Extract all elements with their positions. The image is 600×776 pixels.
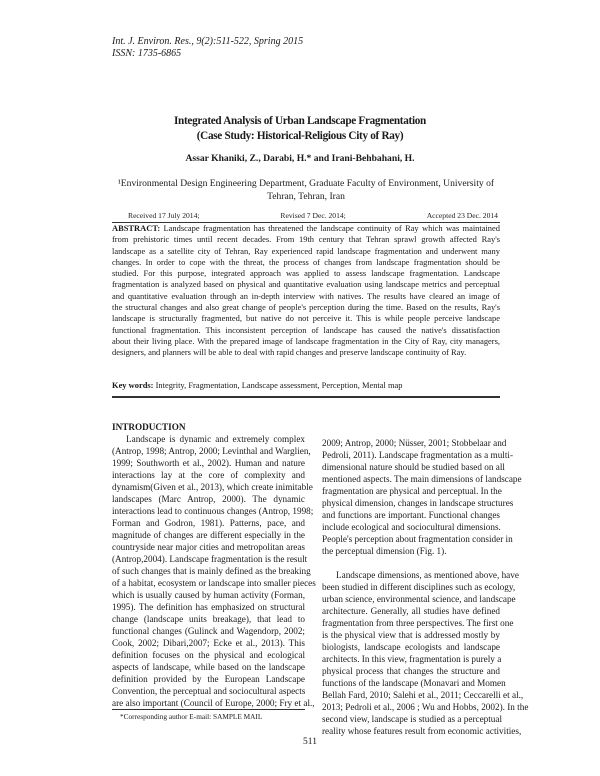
paper-title bbox=[100, 114, 500, 144]
received-date: Received 17 July 2014; bbox=[128, 211, 200, 220]
abstract-text: Landscape fragmentation has threatened the landscape continuity of Ray which was maintained bbox=[160, 223, 500, 233]
body-line: definition focuses on the physical and ecological bbox=[112, 650, 305, 660]
body-line: countryside near major cities and metropolitan areas bbox=[112, 542, 305, 552]
body-line: interactions lead to continuous changes (Antrop, 1998; bbox=[112, 506, 314, 516]
body-line: landscapes (Marc Antrop, 2000). The dynamic bbox=[112, 494, 305, 504]
journal-header bbox=[112, 36, 303, 59]
body-line: include ecological and sociocultural dimensions. bbox=[322, 522, 501, 532]
body-line: Bellah Fard, 2010; Salehi et al., 2011; Ceccarelli et al., bbox=[322, 690, 524, 700]
body-line: interactions lay at the core of complexity and bbox=[112, 470, 305, 480]
authors: Assar Khaniki, Z., Darabi, H.* and Irani-Behbahani, H. bbox=[185, 153, 415, 164]
abstract-line: fragmentation is analyzed based on physical and quantitative evaluation using landscape metrics and perceptual bbox=[112, 279, 500, 290]
body-line: 1999; Southworth et al., 2002). Human and nature bbox=[112, 458, 305, 468]
right-column bbox=[322, 437, 529, 737]
body-line: fragmentation are physical and perceptual. In the bbox=[322, 486, 502, 496]
body-line: dimensional nature should be studied based on all bbox=[322, 462, 505, 472]
body-line: 2013; Pedroli et al., 2006 ; Wu and Hobbs, 2002). In the bbox=[322, 702, 529, 712]
body-line: architects. In this view, fragmentation is purely a bbox=[322, 654, 502, 664]
affiliation-line-2: Tehran, Tehran, Iran bbox=[267, 190, 345, 202]
body-line: of a habitat, ecosystem or landscape into smaller pieces bbox=[112, 578, 316, 588]
accepted-date: Accepted 23 Dec. 2014 bbox=[426, 211, 498, 220]
abstract-line: functional fragmentation. This inconsistent perception of landscape has caused the native's dissatisfaction bbox=[112, 324, 500, 335]
body-line: dynamism(Given et al., 2013), which create inimitable bbox=[112, 482, 313, 492]
abstract-line bbox=[112, 223, 500, 234]
body-line: reality whose features result from economic activities, bbox=[322, 726, 522, 736]
body-line: biologists, landscape ecologists and landscape bbox=[322, 642, 500, 652]
body-line: 2009; Antrop, 2000; Nüsser, 2001; Stobbelaar and bbox=[322, 438, 507, 448]
journal-citation: Int. J. Environ. Res., 9(2):511-522, Spring 2015 bbox=[112, 36, 304, 47]
title-line-2: (Case Study: Historical-Religious City of Ray) bbox=[196, 130, 404, 142]
body-line: 1995). The definition has emphasized on structural bbox=[112, 602, 305, 612]
journal-issn: ISSN: 1735-6865 bbox=[112, 47, 182, 59]
keywords bbox=[112, 380, 402, 390]
abstract-line: changes. In order to cope with the threat, the process of changes from landscape fragmentation should be bbox=[112, 256, 500, 267]
body-line: urban science, environmental science, and landscape bbox=[322, 594, 516, 604]
abstract-line: studied. For this purpose, integrated approach was applied to assess landscape fragmentation. Landscape bbox=[112, 268, 500, 279]
left-column bbox=[112, 421, 316, 709]
body-line: is the physical view that is addressed mostly by bbox=[322, 630, 500, 640]
revised-date: Revised 7 Dec. 2014; bbox=[280, 211, 346, 220]
body-line: of such changes that is mainly defined as the breaking bbox=[112, 566, 311, 576]
body-line: functions of the landscape (Monavari and Momen bbox=[322, 678, 506, 688]
keywords-text: Integrity, Fragmentation, Landscape assessment, Perception, Mental map bbox=[153, 380, 403, 390]
body-line: fragmentation from three perspectives. The first one bbox=[322, 618, 514, 628]
body-line: been studied in different disciplines such as ecology, bbox=[322, 582, 516, 592]
body-line: functional changes (Gulinck and Wagendorp, 2002; bbox=[112, 626, 305, 636]
body-line: definition provided by the European Landscape bbox=[112, 674, 305, 684]
footnote-divider bbox=[112, 709, 305, 710]
body-line: Convention, the perceptual and sociocultural aspects bbox=[112, 686, 306, 696]
abstract-line: and quantitative evaluation through an in-depth interview with natives. The results have cleared an image of bbox=[112, 290, 500, 301]
body-line: physical process that changes the structure and bbox=[322, 666, 500, 676]
page-number: 511 bbox=[303, 737, 317, 747]
body-line: Landscape is dynamic and extremely complex bbox=[126, 434, 305, 444]
body-line: are also important (Council of Europe, 2000; Fry et al., bbox=[112, 698, 315, 708]
body-line: Cook, 2002; Dibari,2007; Ecke et al., 2013). This bbox=[112, 638, 305, 648]
body-line: physical dimension, changes in landscape structures bbox=[322, 498, 514, 508]
dates-row bbox=[128, 211, 498, 220]
body-line: and functions are important. Functional changes bbox=[322, 510, 500, 520]
divider-abstract bbox=[112, 396, 500, 398]
affiliation bbox=[112, 178, 500, 203]
abstract-line: landscape is structurally fragmented, but native do not perceive it. This is while people perceive landscape bbox=[112, 313, 500, 324]
abstract-line: from prehistoric times until recent decades. From 19th century that Tehran sprawl growth affected Ray's bbox=[112, 234, 500, 245]
body-line: aspects of landscape, while based on the landscape bbox=[112, 662, 305, 672]
body-line: architecture. Generally, all studies have defined bbox=[322, 606, 500, 616]
abstract-label: ABSTRACT: bbox=[112, 223, 161, 233]
footnote: *Corresponding author E-mail: SAMPLE MAIL bbox=[120, 712, 263, 721]
abstract-line: the structural changes and also great change of people's perception during the time. Based on the results, Ray's bbox=[112, 302, 500, 313]
body-line: the perceptual dimension (Fig. 1). bbox=[322, 546, 447, 556]
body-line: magnitude of changes are different especially in the bbox=[112, 530, 305, 540]
body-line: (Antrop, 1998; Antrop, 2000; Levinthal and Warglien, bbox=[112, 446, 311, 456]
abstract bbox=[112, 223, 500, 359]
abstract-line: designers, and planners will be able to deal with rapid changes and preserve landscape continuity of Ray. bbox=[112, 347, 467, 358]
body-line: (Antrop,2004). Landscape fragmentation is the result bbox=[112, 554, 308, 564]
abstract-line: landscape as a satellite city of Tehran, Ray experienced rapid landscape fragmentation and underwent many bbox=[112, 245, 500, 256]
abstract-line: about their living place. With the prepared image of landscape fragmentation in the City of Ray, city managers, bbox=[112, 335, 500, 346]
title-line-1: Integrated Analysis of Urban Landscape Fragmentation bbox=[174, 115, 426, 127]
body-line: Landscape dimensions, as mentioned above, have bbox=[336, 570, 519, 580]
body-line: mentioned aspects. The main dimensions of landscape bbox=[322, 474, 522, 484]
paragraph-gap bbox=[322, 557, 500, 569]
body-line: change (landscape units breakage), that lead to bbox=[112, 614, 305, 624]
section-heading-introduction: INTRODUCTION bbox=[112, 422, 186, 432]
body-line: which is usually caused by human activity (Forman, bbox=[112, 590, 305, 600]
body-line: Forman and Godron, 1981). Patterns, pace, and bbox=[112, 518, 305, 528]
keywords-label: Key words: bbox=[112, 380, 154, 390]
body-line: People's perception about fragmentation consider in bbox=[322, 534, 513, 544]
affiliation-line-1: ¹Environmental Design Engineering Department, Graduate Faculty of Environment, University of bbox=[117, 178, 495, 189]
body-line: Pedroli, 2011). Landscape fragmentation as a multi- bbox=[322, 450, 514, 460]
body-line: second view, landscape is studied as a perceptual bbox=[322, 714, 503, 724]
